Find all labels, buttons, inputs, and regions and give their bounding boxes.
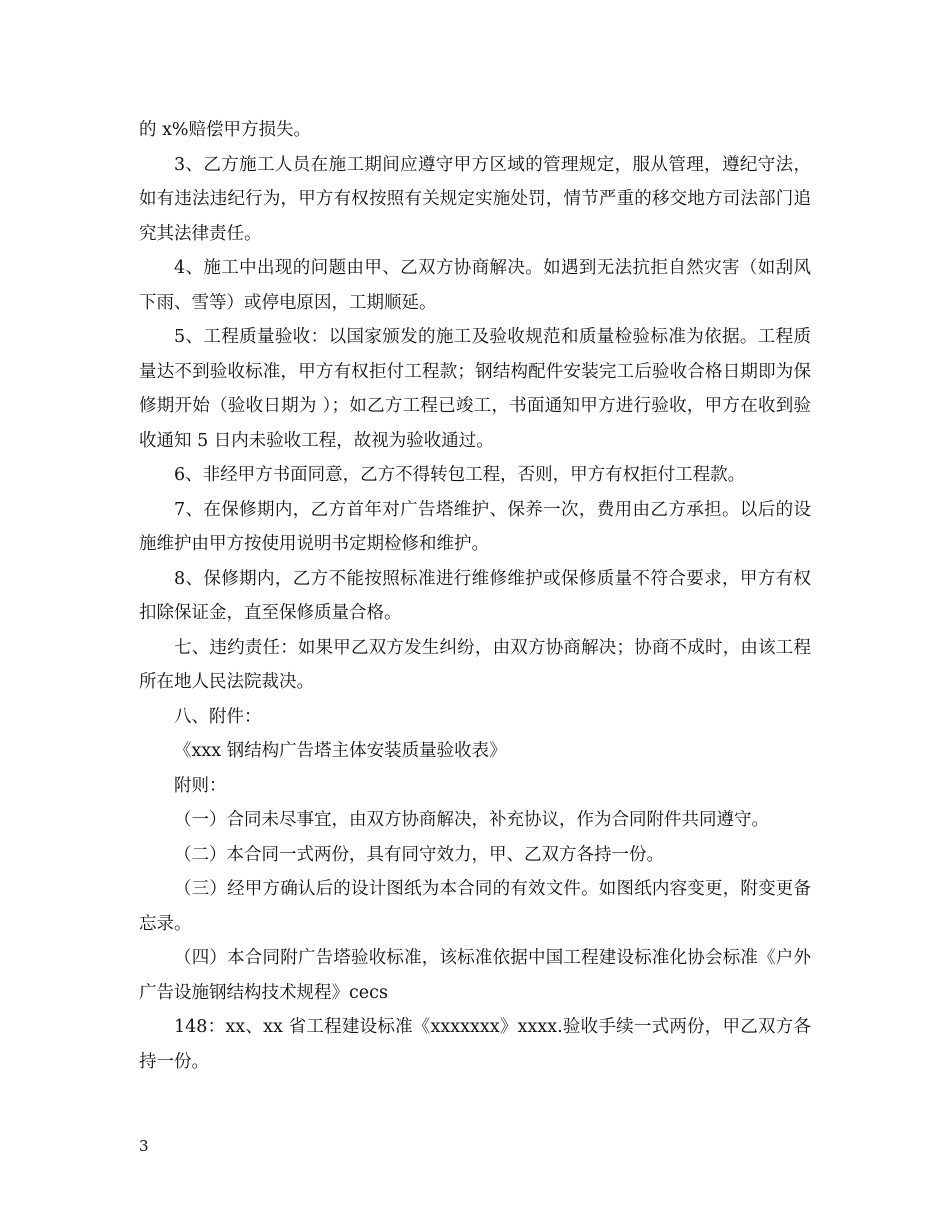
paragraph-standard-reference: 148：xx、xx 省工程建设标准《xxxxxxx》xxxx.验收手续一式两份，甲乙双方各持一份。 — [139, 1017, 811, 1072]
paragraph-supplementary-1: （一）合同未尽事宜，由双方协商解决，补充协议，作为合同附件共同遵守。 — [174, 810, 769, 830]
paragraph-clause-6: 6、非经甲方书面同意，乙方不得转包工程，否则，甲方有权拒付工程款。 — [174, 465, 746, 485]
document-body — [139, 113, 811, 1079]
paragraph-continuation: 的 x%赔偿甲方损失。 — [139, 120, 312, 140]
paragraph-supplementary-4: （四）本合同附广告塔验收标准，该标准依据中国工程建设标准化协会标准《户外广告设施钢结构技术规程》cecs — [139, 948, 811, 1003]
paragraph-clause-4: 4、施工中出现的问题由甲、乙双方协商解决。如遇到无法抗拒自然灾害（如刮风下雨、雪等）或停电原因，工期顺延。 — [139, 258, 811, 313]
paragraph-supplementary-heading: 附则： — [174, 775, 227, 796]
paragraph-attachment-title: 《xxx 钢结构广告塔主体安装质量验收表》 — [174, 741, 507, 761]
paragraph-clause-3: 3、乙方施工人员在施工期间应遵守甲方区域的管理规定，服从管理，遵纪守法，如有违法违纪行为，甲方有权按照有关规定实施处罚，情节严重的移交地方司法部门追究其法律责任。 — [139, 154, 811, 244]
paragraph-supplementary-2: （二）本合同一式两份，具有同守效力，甲、乙双方各持一份。 — [174, 844, 664, 865]
paragraph-clause-7: 7、在保修期内，乙方首年对广告塔维护、保养一次，费用由乙方承担。以后的设施维护由甲方按使用说明书定期检修和维护。 — [139, 499, 811, 554]
paragraph-clause-5: 5、工程质量验收：以国家颁发的施工及验收规范和质量检验标准为依据。工程质量达不到验收标准，甲方有权拒付工程款；钢结构配件安装完工后验收合格日期即为保修期开始（验收日期为 ）；如乙方工程已竣工，书面通知甲方进行验收，甲方在收到验收通知 5 日内未验收工程，故视为验收通过。 — [139, 327, 811, 451]
paragraph-clause-8: 8、保修期内，乙方不能按照标准进行维修维护或保修质量不符合要求，甲方有权扣除保证金，直至保修质量合格。 — [139, 568, 811, 623]
paragraph-supplementary-3: （三）经甲方确认后的设计图纸为本合同的有效文件。如图纸内容变更，附变更备忘录。 — [139, 879, 811, 934]
paragraph-breach-liability: 七、违约责任：如果甲乙双方发生纠纷，由双方协商解决；协商不成时，由该工程所在地人民法院裁决。 — [139, 637, 811, 692]
page-number: 3 — [139, 1137, 149, 1155]
paragraph-attachments-heading: 八、附件： — [174, 706, 262, 727]
